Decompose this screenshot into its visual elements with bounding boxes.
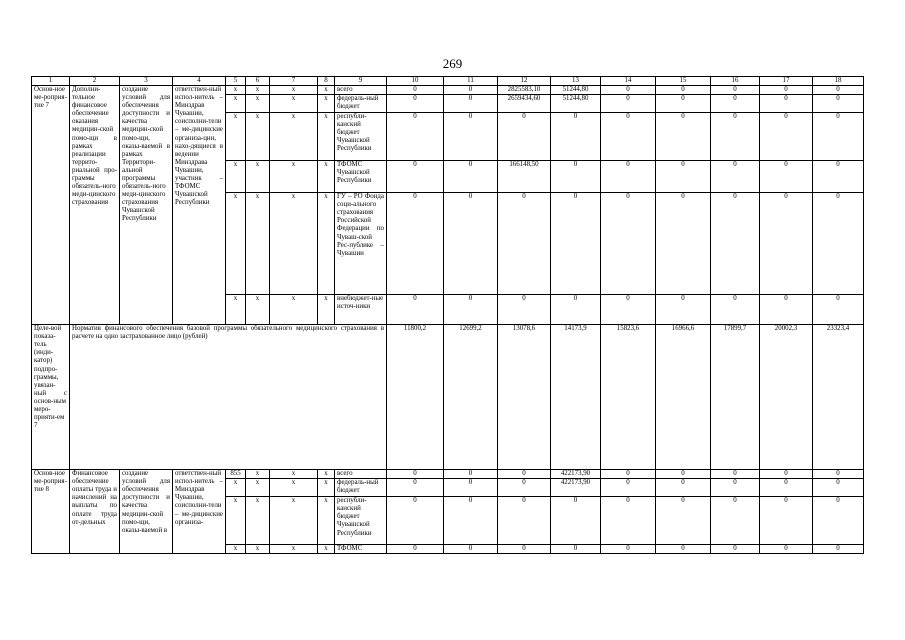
value-cell: 0 [387,479,444,497]
event-number-cell: Основ-ное ме-роприя-тие 7 [32,86,70,325]
value-cell: 0 [760,479,813,497]
indicator-value-cell: 13078,6 [498,325,551,470]
table-row [32,470,864,479]
value-cell: 0 [711,295,760,325]
value-cell: 0 [656,95,711,113]
header-cell: 5 [226,77,246,86]
header-cell: 6 [246,77,270,86]
value-cell: 0 [444,470,498,479]
header-cell: 15 [656,77,711,86]
value-cell: 0 [656,497,711,545]
code-cell: x [318,161,335,193]
value-cell: 0 [813,95,864,113]
value-cell: 0 [760,193,813,295]
value-cell: 166148,50 [498,161,551,193]
value-cell: 0 [601,193,656,295]
code-cell: x [318,497,335,545]
value-cell: 0 [813,193,864,295]
value-cell: 0 [760,161,813,193]
code-cell: 855 [226,470,246,479]
value-cell: 0 [498,497,551,545]
header-row [32,77,864,86]
value-cell: 0 [813,479,864,497]
value-cell: 0 [444,161,498,193]
header-cell: 8 [318,77,335,86]
value-cell: 0 [760,497,813,545]
event-name-cell: Дополни-тельное финансовое обеспечение оказания медицин-ской помо-щи в рамках реализации террито-риальной про-граммы обязатель-ного меди-цинского страхования [70,86,120,325]
code-cell: x [270,113,318,161]
code-cell: x [270,479,318,497]
value-cell: 0 [498,193,551,295]
funding-source-cell: всего [335,86,387,95]
value-cell: 0 [813,470,864,479]
funding-source-cell: ГУ – РО Фонда соци-ального страхования Российской Федерации по Чуваш-ской Рес-публике – Чувашии [335,193,387,295]
value-cell: 0 [711,113,760,161]
value-cell: 0 [444,295,498,325]
header-cell: 1 [32,77,70,86]
value-cell: 422173,90 [551,479,601,497]
indicator-label-cell: Целе-вой показа-тель (инди-катор) подпро-граммы, увязан-ный с основ-ным меро-прияти-ем 7 [32,325,70,470]
value-cell: 0 [813,545,864,554]
value-cell: 0 [551,545,601,554]
funding-source-cell: ТФОМС Чувашской Республики [335,161,387,193]
value-cell: 0 [711,470,760,479]
header-cell: 10 [387,77,444,86]
code-cell: x [246,86,270,95]
value-cell: 0 [387,497,444,545]
value-cell: 0 [498,479,551,497]
code-cell: x [226,193,246,295]
code-cell: x [246,113,270,161]
table-row [32,86,864,95]
value-cell: 0 [444,479,498,497]
value-cell: 0 [551,497,601,545]
value-cell: 0 [601,479,656,497]
code-cell: x [318,193,335,295]
code-cell: x [318,295,335,325]
event-name-cell: Финансовое обеспечение оплаты труда и начислений на выплаты по оплате труда от-дельных [70,470,120,554]
value-cell: 0 [387,193,444,295]
value-cell: 0 [656,479,711,497]
header-cell: 14 [601,77,656,86]
code-cell: x [270,193,318,295]
header-cell: 17 [760,77,813,86]
value-cell: 0 [498,545,551,554]
value-cell: 0 [656,161,711,193]
value-cell: 0 [760,470,813,479]
value-cell: 0 [760,545,813,554]
code-cell: x [226,86,246,95]
value-cell: 0 [551,295,601,325]
value-cell: 0 [444,497,498,545]
value-cell: 0 [760,295,813,325]
value-cell: 0 [656,113,711,161]
code-cell: x [246,161,270,193]
value-cell: 0 [387,470,444,479]
value-cell: 0 [387,161,444,193]
code-cell: x [226,113,246,161]
value-cell: 0 [601,470,656,479]
code-cell: x [318,545,335,554]
value-cell: 0 [656,545,711,554]
header-cell: 9 [335,77,387,86]
target-indicator-row [32,325,864,470]
value-cell: 0 [813,161,864,193]
value-cell: 0 [601,95,656,113]
value-cell: 0 [601,295,656,325]
value-cell: 0 [813,86,864,95]
value-cell: 51244,80 [551,86,601,95]
value-cell: 0 [601,497,656,545]
value-cell: 51244,80 [551,95,601,113]
value-cell: 0 [444,86,498,95]
value-cell: 0 [711,161,760,193]
funding-source-cell: федераль-ный бюджет [335,479,387,497]
code-cell: x [318,113,335,161]
value-cell: 0 [813,295,864,325]
value-cell: 422173,90 [551,470,601,479]
code-cell: x [226,545,246,554]
code-cell: x [270,497,318,545]
code-cell: x [270,470,318,479]
value-cell: 0 [813,497,864,545]
code-cell: x [226,295,246,325]
value-cell: 0 [444,95,498,113]
code-cell: x [226,161,246,193]
value-cell: 0 [656,470,711,479]
indicator-text-cell: Норматив финансового обеспечения базовой программы обязательного медицинского страхования в расчете на одно застрахованное лицо (рублей) [70,325,387,470]
value-cell: 2825583,10 [498,86,551,95]
code-cell: x [270,161,318,193]
value-cell: 0 [444,193,498,295]
value-cell: 0 [498,295,551,325]
value-cell: 0 [601,86,656,95]
budget-table [31,76,864,554]
code-cell: x [246,479,270,497]
event-executor-cell: ответствен-ный испол-нитель – Минздрав Чувашии, соисполни-тели – ме-дицинские организа-ции, нахо-дящиеся в ведении Минздрава Чувашии, участник – ТФОМС Чувашской Республики [173,86,226,325]
funding-source-cell: всего [335,470,387,479]
value-cell: 0 [711,545,760,554]
value-cell: 0 [551,193,601,295]
value-cell: 0 [711,497,760,545]
value-cell: 0 [387,113,444,161]
value-cell: 0 [601,113,656,161]
value-cell: 0 [444,113,498,161]
value-cell: 0 [711,479,760,497]
code-cell: x [246,545,270,554]
funding-source-cell: внебюджет-ные источ-ники [335,295,387,325]
value-cell: 0 [444,545,498,554]
funding-source-cell: федераль-ный бюджет [335,95,387,113]
code-cell: x [270,545,318,554]
value-cell: 0 [711,193,760,295]
value-cell: 0 [551,161,601,193]
header-cell: 2 [70,77,120,86]
value-cell: 0 [711,86,760,95]
indicator-value-cell: 14173,9 [551,325,601,470]
code-cell: x [226,95,246,113]
header-cell: 13 [551,77,601,86]
event-number-cell: Основ-ное ме-роприя-тие 8 [32,470,70,554]
code-cell: x [270,95,318,113]
indicator-value-cell: 11800,2 [387,325,444,470]
value-cell: 0 [387,295,444,325]
indicator-value-cell: 15823,6 [601,325,656,470]
page-number: 269 [442,56,463,71]
code-cell: x [246,470,270,479]
code-cell: x [246,497,270,545]
value-cell: 0 [387,545,444,554]
value-cell: 0 [813,113,864,161]
code-cell: x [246,295,270,325]
value-cell: 0 [498,470,551,479]
value-cell: 0 [551,113,601,161]
event-goal-cell: создание условий для обеспечения доступности и качества медицин-ской помо-щи, оказы-ваемой в рамках Территори-альной программы обязатель-ного меди-цинского страхования Чувашской Республики [120,86,173,325]
value-cell: 0 [656,86,711,95]
code-cell: x [318,86,335,95]
value-cell: 0 [760,113,813,161]
header-cell: 11 [444,77,498,86]
value-cell: 0 [656,295,711,325]
event-executor-cell: ответствен-ный испол-нитель – Минздрав Чувашии, соисполни-тели – ме-дицинские организа- [173,470,226,554]
value-cell: 0 [387,86,444,95]
code-cell: x [226,479,246,497]
funding-source-cell: республи-канский бюджет Чувашской Республики [335,497,387,545]
indicator-value-cell: 20002,3 [760,325,813,470]
code-cell: x [246,95,270,113]
header-cell: 16 [711,77,760,86]
indicator-value-cell: 17899,7 [711,325,760,470]
value-cell: 0 [601,161,656,193]
code-cell: x [246,193,270,295]
header-cell: 3 [120,77,173,86]
header-cell: 7 [270,77,318,86]
indicator-value-cell: 16966,6 [656,325,711,470]
code-cell: x [318,479,335,497]
funding-source-cell: республи-канский бюджет Чувашской Республики [335,113,387,161]
code-cell: x [318,470,335,479]
funding-source-cell: ТФОМС [335,545,387,554]
value-cell: 2659434,60 [498,95,551,113]
header-cell: 4 [173,77,226,86]
value-cell: 0 [711,95,760,113]
value-cell: 0 [656,193,711,295]
header-cell: 18 [813,77,864,86]
header-cell: 12 [498,77,551,86]
indicator-value-cell: 12699,2 [444,325,498,470]
value-cell: 0 [601,545,656,554]
indicator-value-cell: 23323,4 [813,325,864,470]
value-cell: 0 [498,113,551,161]
event-goal-cell: создание условий для обеспечения доступности и качества медицин-ской помо-щи, оказы-ваемой в [120,470,173,554]
code-cell: x [270,86,318,95]
value-cell: 0 [760,95,813,113]
code-cell: x [226,497,246,545]
value-cell: 0 [387,95,444,113]
code-cell: x [270,295,318,325]
value-cell: 0 [760,86,813,95]
code-cell: x [318,95,335,113]
